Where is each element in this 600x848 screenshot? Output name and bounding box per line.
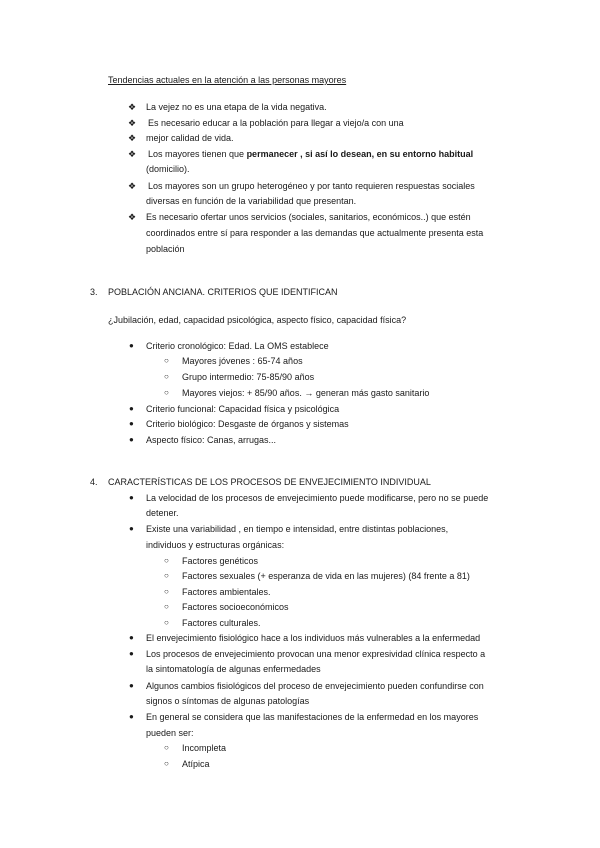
characteristics-item-3: El envejecimiento fisiológico hace a los individuos más vulnerables a la enfermedad [146,633,481,643]
criteria-subitem-3: Mayores viejos: + 85/90 años. → generan más gasto sanitario [182,388,430,398]
characteristics-item-6-cont: pueden ser: [146,728,194,738]
bullet-dot-icon: ● [129,633,134,642]
bullet-dot-icon: ● [129,435,134,444]
bullet-dot-icon: ● [129,419,134,428]
criteria-item-4: Aspecto físico: Canas, arrugas... [146,435,277,445]
tendencias-item-4-cont: (domicilio). [146,164,190,174]
tendencias-item-6: Es necesario ofertar unos servicios (sociales, sanitarios, económicos..) que estén [146,212,471,222]
diamond-bullet-icon: ❖ [128,102,137,112]
characteristics-item-5-cont: signos o síntomas de algunas patologías [146,696,310,706]
criteria-subitem-1: Mayores jóvenes : 65-74 años [182,356,303,366]
characteristics-item-2: Existe una variabilidad , en tiempo e intensidad, entre distintas poblaciones, [146,524,449,534]
section-4-number: 4. [90,477,98,487]
section-3-question: ¿Jubilación, edad, capacidad psicológica, aspecto físico, capacidad física? [108,315,407,325]
bullet-circle-icon: ○ [164,743,169,752]
section-title-tendencias: Tendencias actuales en la atención a las personas mayores [108,75,347,85]
diamond-bullet-icon: ❖ [128,149,137,159]
section-3-number: 3. [90,287,98,297]
diamond-bullet-icon: ❖ [128,118,137,128]
tendencias-item-5-cont: diversas en función de la variabilidad que presentan. [146,196,357,206]
bullet-circle-icon: ○ [164,618,169,627]
section-4-heading: CARACTERÍSTICAS DE LOS PROCESOS DE ENVEJECIMIENTO INDIVIDUAL [108,477,431,487]
characteristics-item-2-cont: individuos y estructuras orgánicas: [146,540,285,550]
bullet-circle-icon: ○ [164,388,169,397]
bullet-dot-icon: ● [129,341,134,350]
characteristics-item-4-cont: la sintomatología de algunas enfermedades [146,664,321,674]
bullet-circle-icon: ○ [164,356,169,365]
criteria-subitem-2: Grupo intermedio: 75-85/90 años [182,372,315,382]
bullet-circle-icon: ○ [164,571,169,580]
manifestation-item-2: Atípica [182,759,210,769]
factor-item-4: Factores socioeconómicos [182,602,289,612]
characteristics-item-1: La velocidad de los procesos de envejecimiento puede modificarse, pero no se puede [146,493,489,503]
tendencias-item-4: Los mayores tienen que permanecer , si así lo desean, en su entorno habitual [148,149,474,159]
bullet-dot-icon: ● [129,712,134,721]
diamond-bullet-icon: ❖ [128,133,137,143]
criteria-item-1: Criterio cronológico: Edad. La OMS establece [146,341,329,351]
bullet-dot-icon: ● [129,493,134,502]
tendencias-item-6-cont1: coordinados entre sí para responder a las demandas que actualmente presenta esta [146,228,484,238]
bullet-dot-icon: ● [129,681,134,690]
tendencias-item-1: La vejez no es una etapa de la vida negativa. [146,102,327,112]
diamond-bullet-icon: ❖ [128,212,137,222]
factor-item-3: Factores ambientales. [182,587,271,597]
bullet-circle-icon: ○ [164,587,169,596]
characteristics-item-6: En general se considera que las manifestaciones de la enfermedad en los mayores [146,712,479,722]
characteristics-item-5: Algunos cambios fisiológicos del proceso de envejecimiento pueden confundirse con [146,681,484,691]
criteria-item-3: Criterio biológico: Desgaste de órganos y sistemas [146,419,349,429]
characteristics-item-1-cont: detener. [146,508,179,518]
bullet-circle-icon: ○ [164,602,169,611]
tendencias-item-6-cont2: población [146,244,185,254]
manifestation-item-1: Incompleta [182,743,227,753]
bullet-dot-icon: ● [129,524,134,533]
bullet-circle-icon: ○ [164,759,169,768]
bullet-circle-icon: ○ [164,372,169,381]
diamond-bullet-icon: ❖ [128,181,137,191]
characteristics-item-4: Los procesos de envejecimiento provocan una menor expresividad clínica respecto a [146,649,486,659]
tendencias-item-2: Es necesario educar a la población para llegar a viejo/a con una [148,118,404,128]
bullet-dot-icon: ● [129,404,134,413]
tendencias-item-3: mejor calidad de vida. [146,133,234,143]
factor-item-1: Factores genéticos [182,556,259,566]
criteria-item-2: Criterio funcional: Capacidad física y psicológica [146,404,340,414]
section-3-heading: POBLACIÓN ANCIANA. CRITERIOS QUE IDENTIFICAN [108,287,338,297]
bullet-circle-icon: ○ [164,556,169,565]
tendencias-item-5: Los mayores son un grupo heterogéneo y por tanto requieren respuestas sociales [148,181,475,191]
factor-item-2: Factores sexuales (+ esperanza de vida en las mujeres) (84 frente a 81) [182,571,470,581]
bullet-dot-icon: ● [129,649,134,658]
factor-item-5: Factores culturales. [182,618,261,628]
